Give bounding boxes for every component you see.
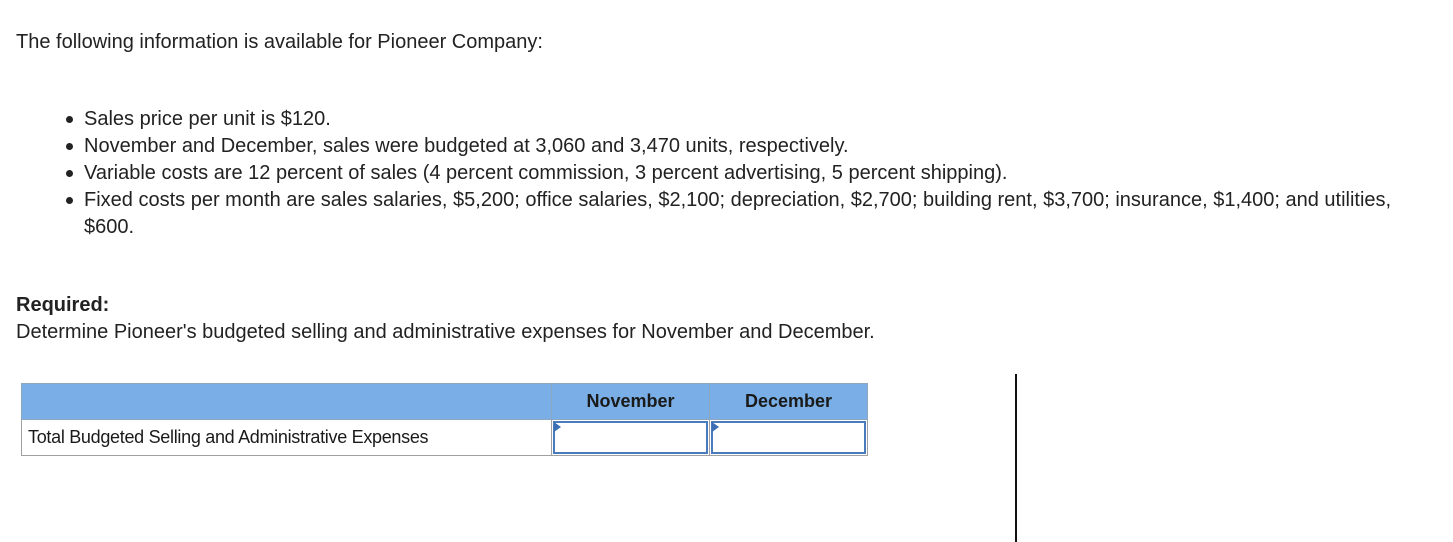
row-label-total-expenses: Total Budgeted Selling and Administrative Expenses (22, 420, 552, 456)
bullet-fixed-costs: Fixed costs per month are sales salaries, $5,200; office salaries, $2,100; depreciation, $2,700; building rent, $3,700; insurance, $1,400; and utilities, $600. (84, 187, 1424, 241)
answer-table (21, 383, 868, 456)
required-instruction: Determine Pioneer's budgeted selling and administrative expenses for November and December. (16, 321, 875, 343)
table-header-row (22, 384, 868, 420)
december-entry-cell (710, 420, 868, 456)
header-blank-cell (22, 384, 552, 420)
header-december: December (710, 384, 868, 420)
table-row (22, 420, 868, 456)
intro-text: The following information is available for Pioneer Company: (16, 31, 543, 53)
vertical-divider (1015, 374, 1017, 542)
november-entry-cell (552, 420, 710, 456)
bullet-variable-costs: Variable costs are 12 percent of sales (4 percent commission, 3 percent advertising, 5 percent shipping). (84, 160, 1424, 187)
bullet-sales-price: Sales price per unit is $120. (84, 106, 1424, 133)
info-bullet-list (84, 106, 1424, 241)
bullet-budgeted-units: November and December, sales were budgeted at 3,060 and 3,470 units, respectively. (84, 133, 1424, 160)
required-heading: Required: (16, 294, 110, 316)
november-expense-input[interactable] (553, 421, 708, 454)
december-expense-input[interactable] (711, 421, 866, 454)
header-november: November (552, 384, 710, 420)
